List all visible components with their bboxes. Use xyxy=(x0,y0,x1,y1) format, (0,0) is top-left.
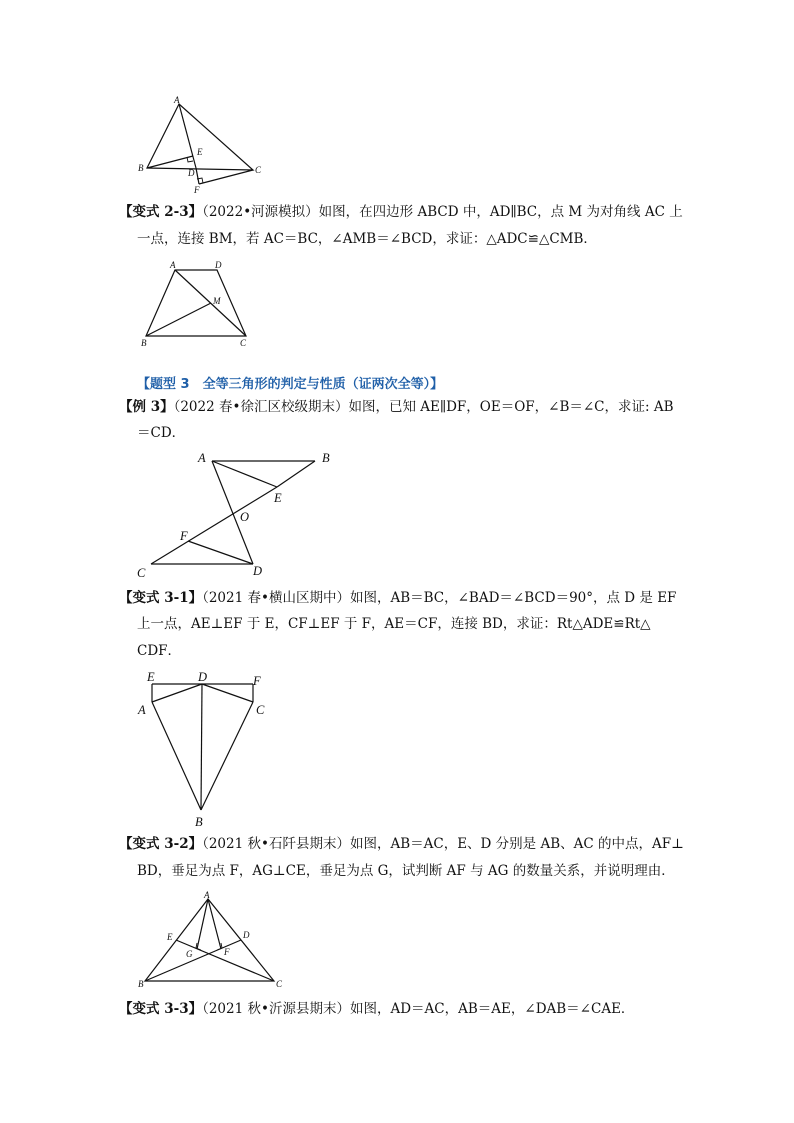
label-a: A xyxy=(174,95,180,105)
label-d: D xyxy=(215,260,222,270)
problem-tag: 【变式 2-3】 xyxy=(119,204,203,220)
triangle-abc xyxy=(145,899,274,981)
label-a: A xyxy=(204,890,210,900)
label-c: C xyxy=(137,566,146,580)
section-heading: 【题型 3 全等三角形的判定与性质（证两次全等）】 xyxy=(137,377,444,392)
label-b: B xyxy=(195,815,203,829)
label-c: C xyxy=(255,165,262,175)
label-f: F xyxy=(194,185,200,195)
problem-ex3-line2: ＝CD． xyxy=(137,425,186,441)
label-a: A xyxy=(198,451,206,465)
problem-text: （2021 春•横山区期中）如图，AB＝BC，∠BAD＝∠BCD＝90°，点 D 是 EF xyxy=(202,590,677,606)
label-b: B xyxy=(322,451,330,465)
label-b: B xyxy=(138,979,144,989)
label-a: A xyxy=(138,703,146,717)
label-e: E xyxy=(274,491,282,505)
problem-text: （2022 春•徐汇区校级期末）如图，已知 AE∥DF，OE＝OF，∠B＝∠C，求证: AB xyxy=(173,399,674,415)
problem-text: （2021 秋•沂源县期末）如图，AD＝AC，AB＝AE，∠DAB＝∠CAE． xyxy=(202,1001,635,1017)
label-a: A xyxy=(170,260,176,270)
label-d: D xyxy=(188,168,195,178)
problem-text: （2021 秋•石阡县期末）如图，AB＝AC，E、D 分别是 AB、AC 的中点，AF⊥ xyxy=(202,836,684,852)
problem-v2-3-line2: 一点，连接 BM，若 AC＝BC，∠AMB＝∠BCD，求证：△ADC≌△CMB． xyxy=(137,231,597,247)
problem-v3-3-line1 xyxy=(119,998,634,1020)
label-c: C xyxy=(240,338,247,348)
label-m: M xyxy=(213,296,221,306)
label-d: D xyxy=(253,564,263,578)
label-e: E xyxy=(197,147,203,157)
problem-v3-1-line2: 上一点，AE⊥EF 于 E，CF⊥EF 于 F，AE＝CF，连接 BD，求证：Rt△ADE≌Rt△ xyxy=(137,616,651,632)
problem-v3-2-line2: BD，垂足为点 F，AG⊥CE，垂足为点 G，试判断 AF 与 AG 的数量关系，并说明理由． xyxy=(137,863,675,879)
label-b: B xyxy=(141,338,147,348)
label-f: F xyxy=(180,529,188,543)
label-f: F xyxy=(253,674,261,688)
label-c: C xyxy=(276,979,283,989)
problem-tag: 【例 3】 xyxy=(119,399,174,415)
label-d: D xyxy=(198,670,208,684)
label-g: G xyxy=(186,949,193,959)
label-d: D xyxy=(243,930,250,940)
label-f: F xyxy=(224,947,230,957)
problem-v3-1-line3: CDF． xyxy=(137,643,182,659)
problem-tag: 【变式 3-3】 xyxy=(119,1001,203,1017)
label-e: E xyxy=(167,932,173,942)
label-c: C xyxy=(256,703,265,717)
problem-tag: 【变式 3-1】 xyxy=(119,590,203,606)
problem-tag: 【变式 3-2】 xyxy=(119,836,203,852)
label-e: E xyxy=(147,670,155,684)
label-b: B xyxy=(138,163,144,173)
problem-text: （2022•河源模拟）如图，在四边形 ABCD 中，AD∥BC，点 M 为对角线 AC 上 xyxy=(202,204,683,220)
label-o: O xyxy=(240,510,250,524)
